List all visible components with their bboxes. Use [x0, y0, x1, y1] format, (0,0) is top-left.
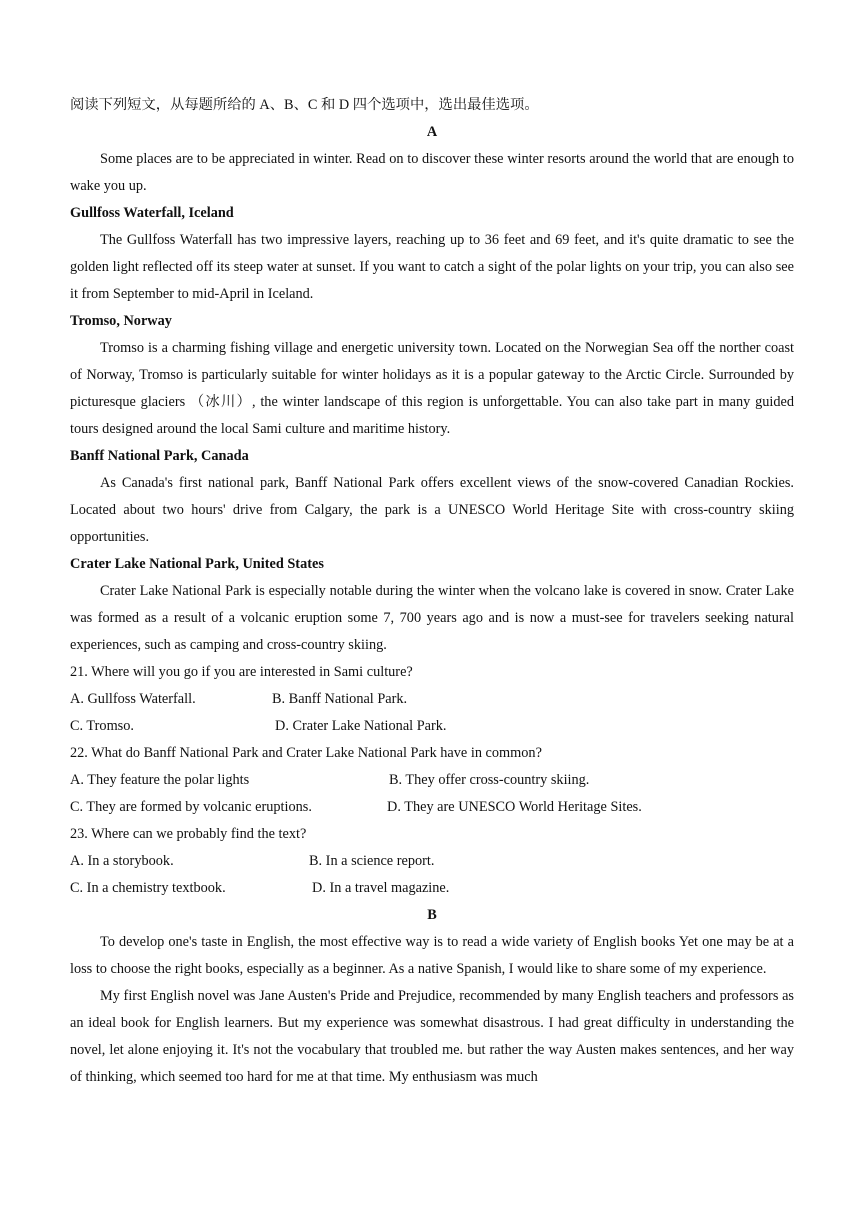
option-c: C. In a chemistry textbook.	[70, 880, 226, 896]
section-heading: Gullfoss Waterfall, Iceland	[70, 205, 234, 221]
option-row	[70, 686, 794, 713]
section-text: Crater Lake National Park is especially notable during the winter when the volcano lake is covered in snow. Crater Lake was formed as a result of a volcanic eruption some 7, 700 years ago and is now a must-see for travelers seeking natural experiences, such as camping and cross-country skiing.	[70, 583, 794, 653]
option-row	[70, 848, 794, 875]
passage-b-label: B	[427, 907, 437, 923]
instruction: 阅读下列短文，从每题所给的 A、B、C 和 D 四个选项中，选出最佳选项。	[70, 97, 539, 113]
section-heading: Tromso, Norway	[70, 313, 172, 329]
option-d: D. Crater Lake National Park.	[275, 718, 447, 734]
question-stem: 22. What do Banff National Park and Crater Lake National Park have in common?	[70, 745, 542, 761]
passage-a-intro: Some places are to be appreciated in winter. Read on to discover these winter resorts around the world that are enough to wake you up.	[70, 151, 794, 194]
option-c: C. They are formed by volcanic eruptions.	[70, 799, 312, 815]
passage-b-paragraph: To develop one's taste in English, the most effective way is to read a wide variety of English books Yet one may be at a loss to choose the right books, especially as a beginner. As a native Spanish, I would like to share some of my experience.	[70, 934, 794, 977]
option-b: B. Banff National Park.	[272, 691, 408, 707]
section-text: The Gullfoss Waterfall has two impressive layers, reaching up to 36 feet and 69 feet, and it's quite dramatic to see the golden light reflected off its steep water at sunset. If you want to catch a sight of the polar lights on your trip, you can also see it from September to mid-April in Iceland.	[70, 232, 794, 302]
question-stem: 23. Where can we probably find the text?	[70, 826, 307, 842]
section-heading: Banff National Park, Canada	[70, 448, 249, 464]
option-a: A. In a storybook.	[70, 853, 174, 869]
passage-b-paragraph: My first English novel was Jane Austen's Pride and Prejudice, recommended by many English teachers and professors as an ideal book for English learners. But my experience was somewhat disastrous. I had great difficulty in understanding the novel, let alone enjoying it. It's not the vocabulary that troubled me. but rather the way Austen makes sentences, and her way of thinking, which seemed too hard for me at that time. My enthusiasm was much	[70, 988, 794, 1085]
option-d: D. In a travel magazine.	[312, 880, 450, 896]
section-text: As Canada's first national park, Banff National Park offers excellent views of the snow-covered Canadian Rockies. Located about two hours' drive from Calgary, the park is a UNESCO World Heritage Site with cross-country skiing opportunities.	[70, 475, 794, 545]
question-stem: 21. Where will you go if you are interested in Sami culture?	[70, 664, 413, 680]
section-text: Tromso is a charming fishing village and energetic university town. Located on the Norwegian Sea off the norther coast of Norway, Tromso is particularly suitable for winter holidays as it is a popular gateway to the Arctic Circle. Surrounded by picturesque glaciers （冰川）, the winter landscape of this region is unforgettable. You can also take part in many guided tours designed around the local Sami culture and maritime history.	[70, 340, 795, 437]
section-heading: Crater Lake National Park, United States	[70, 556, 324, 572]
passage-a-label: A	[426, 124, 438, 140]
option-row	[70, 713, 794, 740]
option-d: D. They are UNESCO World Heritage Sites.	[387, 799, 642, 815]
option-row	[70, 794, 794, 821]
option-a: A. Gullfoss Waterfall.	[70, 691, 196, 707]
option-c: C. Tromso.	[70, 718, 134, 734]
option-b: B. They offer cross-country skiing.	[389, 772, 590, 788]
option-a: A. They feature the polar lights	[70, 772, 250, 788]
option-b: B. In a science report.	[309, 853, 435, 869]
option-row	[70, 875, 794, 902]
exam-page	[70, 92, 794, 1091]
option-row	[70, 767, 794, 794]
